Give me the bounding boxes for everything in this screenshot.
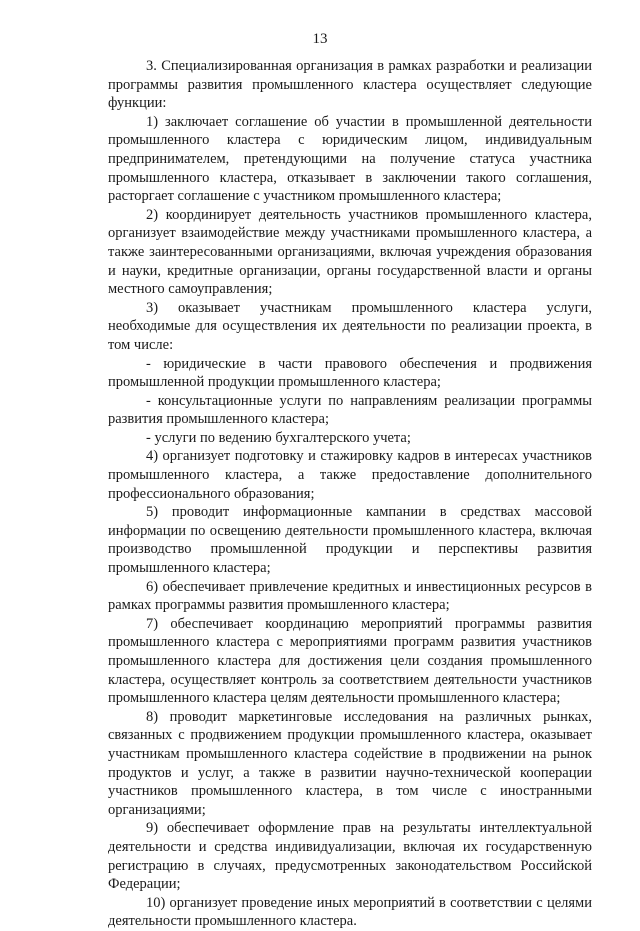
paragraph-item-9: 9) обеспечивает оформление прав на результаты интеллектуальной деятельности и средства индивидуализации, включая их государственную регистрацию в случаях, предусмотренных законодательством Российской Федерации; [108, 820, 592, 893]
paragraph-item-6: 6) обеспечивает привлечение кредитных и инвестиционных ресурсов в рамках программы развития промышленного кластера; [108, 578, 592, 614]
paragraph-intro: 3. Специализированная организация в рамках разработки и реализации программы развития промышленного кластера осуществляет следующие функции: [108, 58, 592, 112]
paragraph-item-10: 10) организует проведение иных мероприятий в соответствии с целями деятельности промышленного кластера. [108, 894, 592, 930]
paragraph-item-8: 8) проводит маркетинговые исследования на различных рынках, связанных с продвижением продукции промышленного кластера, оказывает участникам промышленного кластера содействие в продвижении на рынок продуктов и услуг, а также в развитии научно-технической кооперации участников промышленного кластера, в том числе с иностранными организациями; [108, 708, 592, 818]
paragraph-subitem-legal: - юридические в части правового обеспечения и продвижения промышленной продукции промышленного кластера; [108, 355, 592, 391]
paragraph-subitem-accounting: - услуги по ведению бухгалтерского учета; [146, 429, 411, 446]
paragraph-item-2: 2) координирует деятельность участников промышленного кластера, организует взаимодействие между участниками промышленного кластера, а также заинтересованными организациями, включая учреждения образования и науки, кредитные организации, органы государственной власти и органы местного самоуправления; [108, 206, 592, 298]
page-number: 13 [312, 31, 328, 47]
paragraph-item-3: 3) оказывает участникам промышленного кластера услуги, необходимые для осуществления их деятельности по реализации проекта, в том числе: [108, 299, 592, 353]
paragraph-item-4: 4) организует подготовку и стажировку кадров в интересах участников промышленного кластера, а также предоставление дополнительного профессионального образования; [108, 448, 592, 502]
document-body [108, 57, 592, 931]
paragraph-item-1: 1) заключает соглашение об участии в промышленной деятельности промышленного кластера с юридическим лицом, индивидуальным предпринимателем, претендующими на получение статуса участника промышленного кластера, отказывает в заключении такого соглашения, расторгает соглашение с участником промышленного кластера; [108, 113, 592, 205]
paragraph-item-7: 7) обеспечивает координацию мероприятий программы развития промышленного кластера с мероприятиями программ развития участников промышленного кластера для достижения цели создания промышленного кластера, осуществляет контроль за соответствием деятельности участников промышленного кластера целям деятельности промышленного кластера; [108, 615, 592, 707]
paragraph-subitem-consulting: - консультационные услуги по направлениям реализации программы развития промышленного кластера; [108, 392, 592, 428]
paragraph-item-5: 5) проводит информационные кампании в средствах массовой информации по освещению деятельности промышленного кластера, включая производство промышленной продукции и перспективы развития промышленного кластера; [108, 504, 592, 577]
